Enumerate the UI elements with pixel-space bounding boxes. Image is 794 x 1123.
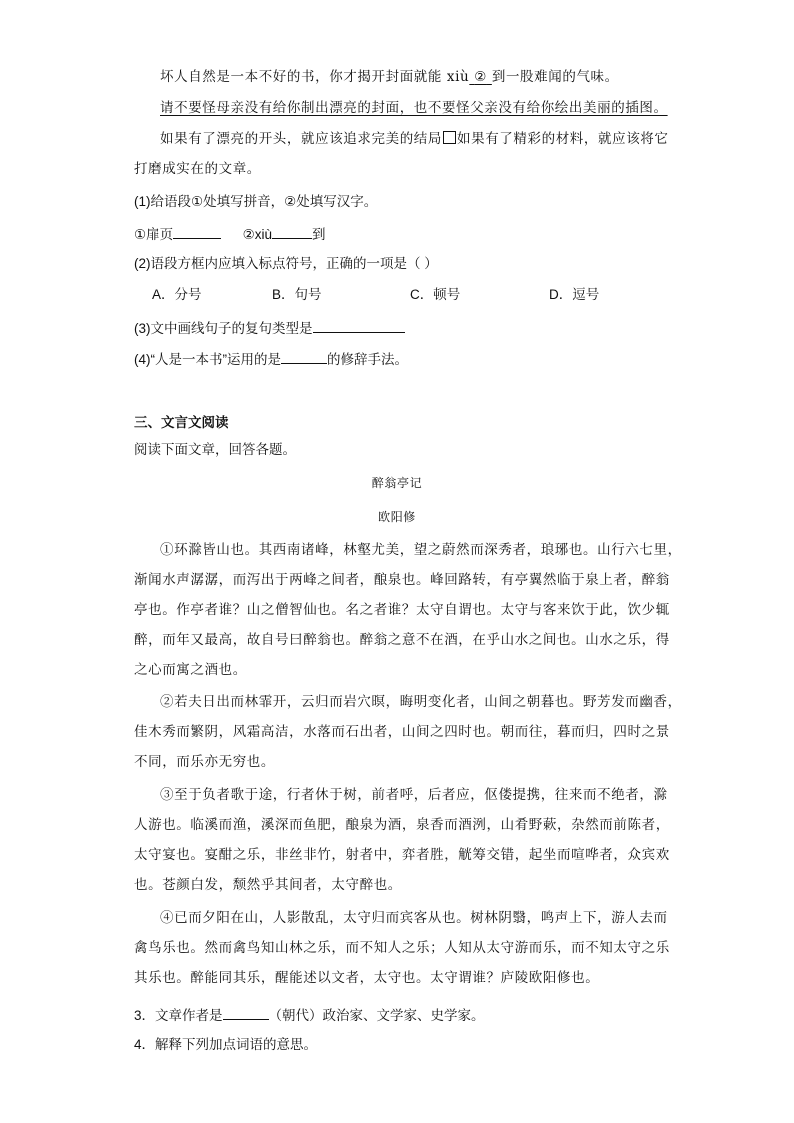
question-4 (134, 349, 408, 369)
paragraph-1-line: 醉，而年又最高，故自号曰醉翁也。醉翁之意不在酒，在乎山水之间也。山水之乐，得 (134, 632, 670, 648)
question-text: 3．文章作者是 (134, 1008, 223, 1023)
paragraph-1-line: ①环滁皆山也。其西南诸峰，林壑尤美，望之蔚然而深秀者，琅琊也。山行六七里， (160, 542, 682, 558)
section-instruction: 阅读下面文章，回答各题。 (134, 442, 296, 457)
punctuation-box (443, 131, 456, 144)
paragraph-1-line: 之心而寓之酒也。 (134, 662, 247, 678)
paragraph-2-line: ②若夫日出而林霏开，云归而岩穴暝，晦明变化者，山间之朝暮也。野芳发而幽香， (160, 694, 682, 710)
question-1: (1)给语段①处填写拼音，②处填写汉字。 (134, 194, 378, 209)
answer-label-2: ②xiù (242, 227, 273, 242)
paragraph-4-line: 其乐也。醉能同其乐，醒能述以文者，太守也。太守谓谁？庐陵欧阳修也。 (134, 970, 600, 986)
answer-blank-4[interactable] (281, 349, 327, 364)
question-2: (2)语段方框内应填入标点符号，正确的一项是（ ） (134, 256, 438, 271)
question-text: 的修辞手法。 (327, 352, 408, 367)
question-text: (4)“人是一本书”运用的是 (134, 352, 281, 367)
option-a[interactable]: A．分号 (152, 287, 202, 302)
passage-line-4: 打磨成实在的文章。 (134, 161, 261, 177)
paragraph-3-line: 也。苍颜白发，颓然乎其间者，太守醉也。 (134, 877, 402, 893)
answer-blank-2[interactable] (272, 224, 312, 239)
question-text: (3)文中画线句子的复句类型是 (134, 321, 313, 336)
paragraph-3-line: ③至于负者歌于途，行者休于树，前者呼，后者应，伛偻提携，往来而不绝者，滁 (160, 787, 668, 803)
paragraph-1-line: 亭也。作亭者谁？山之僧智仙也。名之者谁？太守自谓也。太守与客来饮于此，饮少辄 (134, 602, 670, 618)
passage-line-1 (160, 68, 619, 86)
passage-text: 到一股难闻的气味。 (491, 69, 619, 85)
classical-text-author: 欧阳修 (378, 510, 416, 524)
answer-blank-3[interactable] (313, 318, 405, 333)
option-c[interactable]: C．顿号 (410, 287, 461, 302)
paragraph-4-line: 禽鸟乐也。然而禽鸟知山林之乐，而不知人之乐；人知从太守游而乐，而不知太守之乐 (134, 940, 670, 956)
answer-label-2-suffix: 到 (312, 227, 326, 242)
underlined-sentence: 请不要怪母亲没有给你制出漂亮的封面，也不要怪父亲没有给你绘出美丽的插图。 (160, 100, 668, 116)
answer-label-1: ①扉页 (134, 227, 174, 242)
question-3 (134, 318, 405, 338)
paragraph-1-line: 渐闻水声潺潺，而泻出于两峰之间者，酿泉也。峰回路转，有亭翼然临于泉上者，醉翁 (134, 572, 670, 588)
question-1-answers (134, 224, 326, 244)
option-d[interactable]: D．逗号 (549, 287, 600, 302)
passage-text: 如果有了漂亮的开头，就应该追求完美的结局 (160, 131, 442, 147)
section-heading: 三、文言文阅读 (134, 415, 229, 430)
paragraph-2-line: 不同，而乐亦无穷也。 (134, 754, 275, 770)
question-4-explain: 4．解释下列加点词语的意思。 (134, 1037, 318, 1052)
question-3-author (134, 1005, 485, 1025)
paragraph-3-line: 人游也。临溪而渔，溪深而鱼肥，酿泉为酒，泉香而酒洌，山肴野蔌，杂然而前陈者， (134, 817, 670, 833)
paragraph-3-line: 太守宴也。宴酣之乐，非丝非竹，射者中，弈者胜，觥筹交错，起坐而喧哗者，众宾欢 (134, 847, 670, 863)
answer-blank-dynasty[interactable] (223, 1005, 269, 1020)
option-b[interactable]: B．句号 (272, 287, 322, 302)
passage-line-3 (160, 130, 669, 148)
passage-text: 坏人自然是一本不好的书，你才揭开封面就能 xiù (160, 69, 470, 85)
passage-text: 如果有了精彩的材料，就应该将它 (457, 131, 669, 147)
blank-marker-2: ② (474, 69, 487, 85)
answer-blank-1[interactable] (173, 224, 221, 239)
question-text: （朝代）政治家、文学家、史学家。 (268, 1008, 485, 1023)
paragraph-4-line: ④已而夕阳在山，人影散乱，太守归而宾客从也。树林阴翳，鸣声上下，游人去而 (160, 910, 668, 926)
paragraph-2-line: 佳木秀而繁阴，风霜高洁，水落而石出者，山间之四时也。朝而往，暮而归，四时之景 (134, 724, 670, 740)
classical-text-title: 醉翁亭记 (371, 476, 423, 490)
